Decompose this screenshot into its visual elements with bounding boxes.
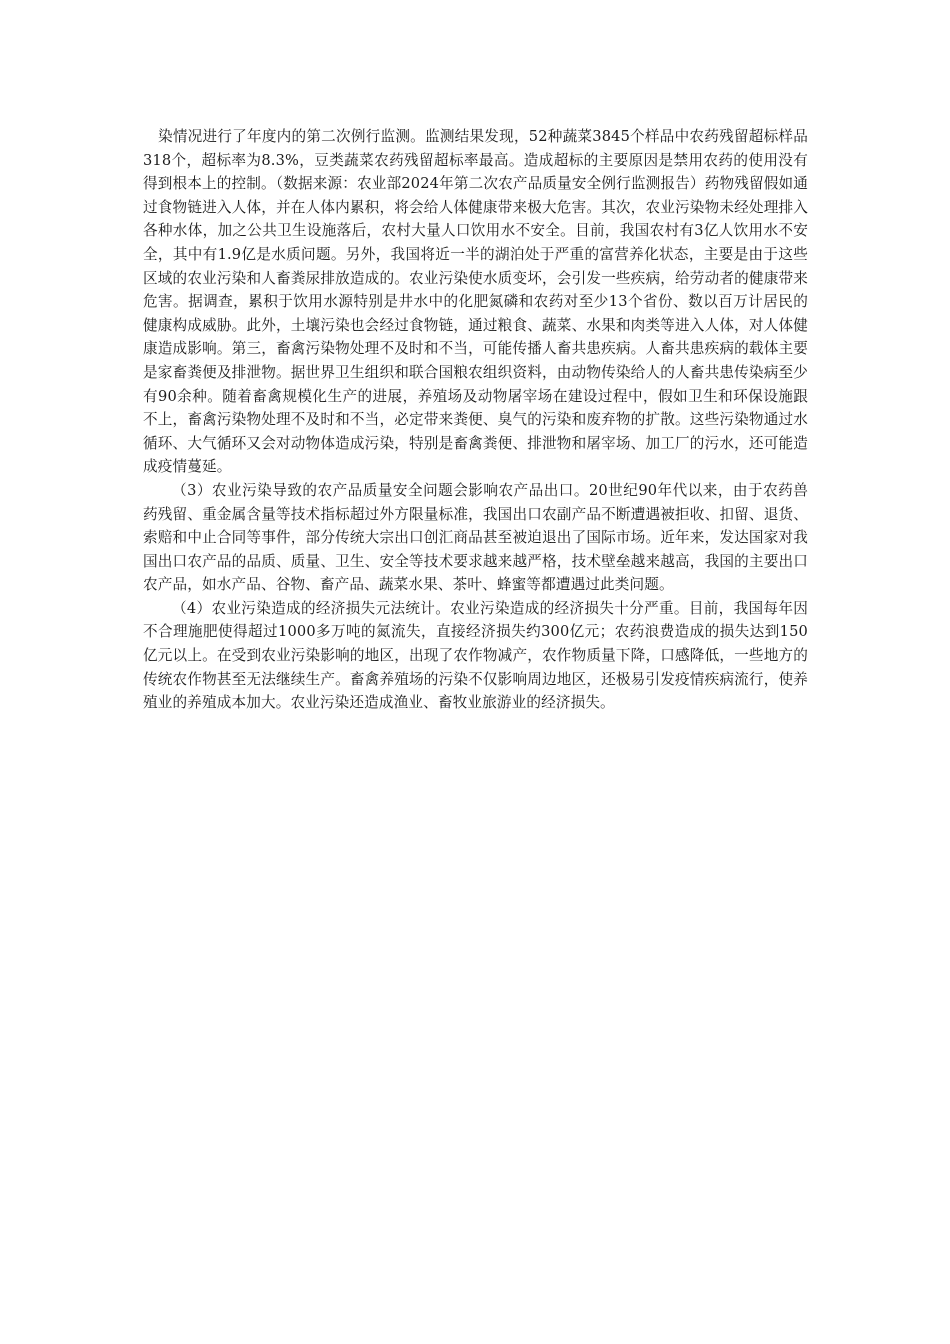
paragraph-continuation: 染情况进行了年度内的第二次例行监测。监测结果发现，52种蔬菜3845个样品中农药残留超标样品318个，超标率为8.3%，豆类蔬菜农药残留超标率最高。造成超标的主要原因是禁用农药的使用没有得到根本上的控制。（数据来源：农业部2024年第二次农产品质量安全例行监测报告）药物残留假如通过食物链进入人体，并在人体内累积，将会给人体健康带来极大危害。其次，农业污染物未经处理排入各种水体，加之公共卫生设施落后，农村大量人口饮用水不安全。目前，我国农村有3亿人饮用水不安全，其中有1.9亿是水质问题。另外，我国将近一半的湖泊处于严重的富营养化状态，主要是由于这些区域的农业污染和人畜粪尿排放造成的。农业污染使水质变坏，会引发一些疾病，给劳动者的健康带来危害。据调查，累积于饮用水源特别是井水中的化肥氮磷和农药对至少13个省份、数以百万计居民的健康构成威胁。此外，土壤污染也会经过食物链，通过粮食、蔬菜、水果和肉类等进入人体，对人体健康造成影响。第三，畜禽污染物处理不及时和不当，可能传播人畜共患疾病。人畜共患疾病的载体主要是家畜粪便及排泄物。据世界卫生组织和联合国粮农组织资料，由动物传染给人的人畜共患传染病至少有90余种。随着畜禽规模化生产的进展，养殖场及动物屠宰场在建设过程中，假如卫生和环保设施跟不上，畜禽污染物处理不及时和不当，必定带来粪便、臭气的污染和废弃物的扩散。这些污染物通过水循环、大气循环又会对动物体造成污染，特别是畜禽粪便、排泄物和屠宰场、加工厂的污水，还可能造成疫情蔓延。 xyxy=(143,128,808,476)
paragraph-export-impact: （3）农业污染导致的农产品质量安全问题会影响农产品出口。20世纪90年代以来，由于农药兽药残留、重金属含量等技术指标超过外方限量标准，我国出口农副产品不断遭遇被拒收、扣留、退货、索赔和中止合同等事件，部分传统大宗出口创汇商品甚至被迫退出了国际市场。近年来，发达国家对我国出口农产品的品质、质量、卫生、安全等技术要求越来越严格，技术壁垒越来越高，我国的主要出口农产品，如水产品、谷物、畜产品、蔬菜水果、茶叶、蜂蜜等都遭遇过此类问题。 xyxy=(143,481,808,594)
paragraph-economic-loss: （4）农业污染造成的经济损失元法统计。农业污染造成的经济损失十分严重。目前，我国每年因不合理施肥使得超过1000多万吨的氮流失，直接经济损失约300亿元；农药浪费造成的损失达到150亿元以上。在受到农业污染影响的地区，出现了农作物减产，农作物质量下降，口感降低，一些地方的传统农作物甚至无法继续生产。畜禽养殖场的污染不仅影响周边地区，还极易引发疫情疾病流行，使养殖业的养殖成本加大。农业污染还造成渔业、畜牧业旅游业的经济损失。 xyxy=(143,599,808,712)
document-page xyxy=(143,125,808,715)
